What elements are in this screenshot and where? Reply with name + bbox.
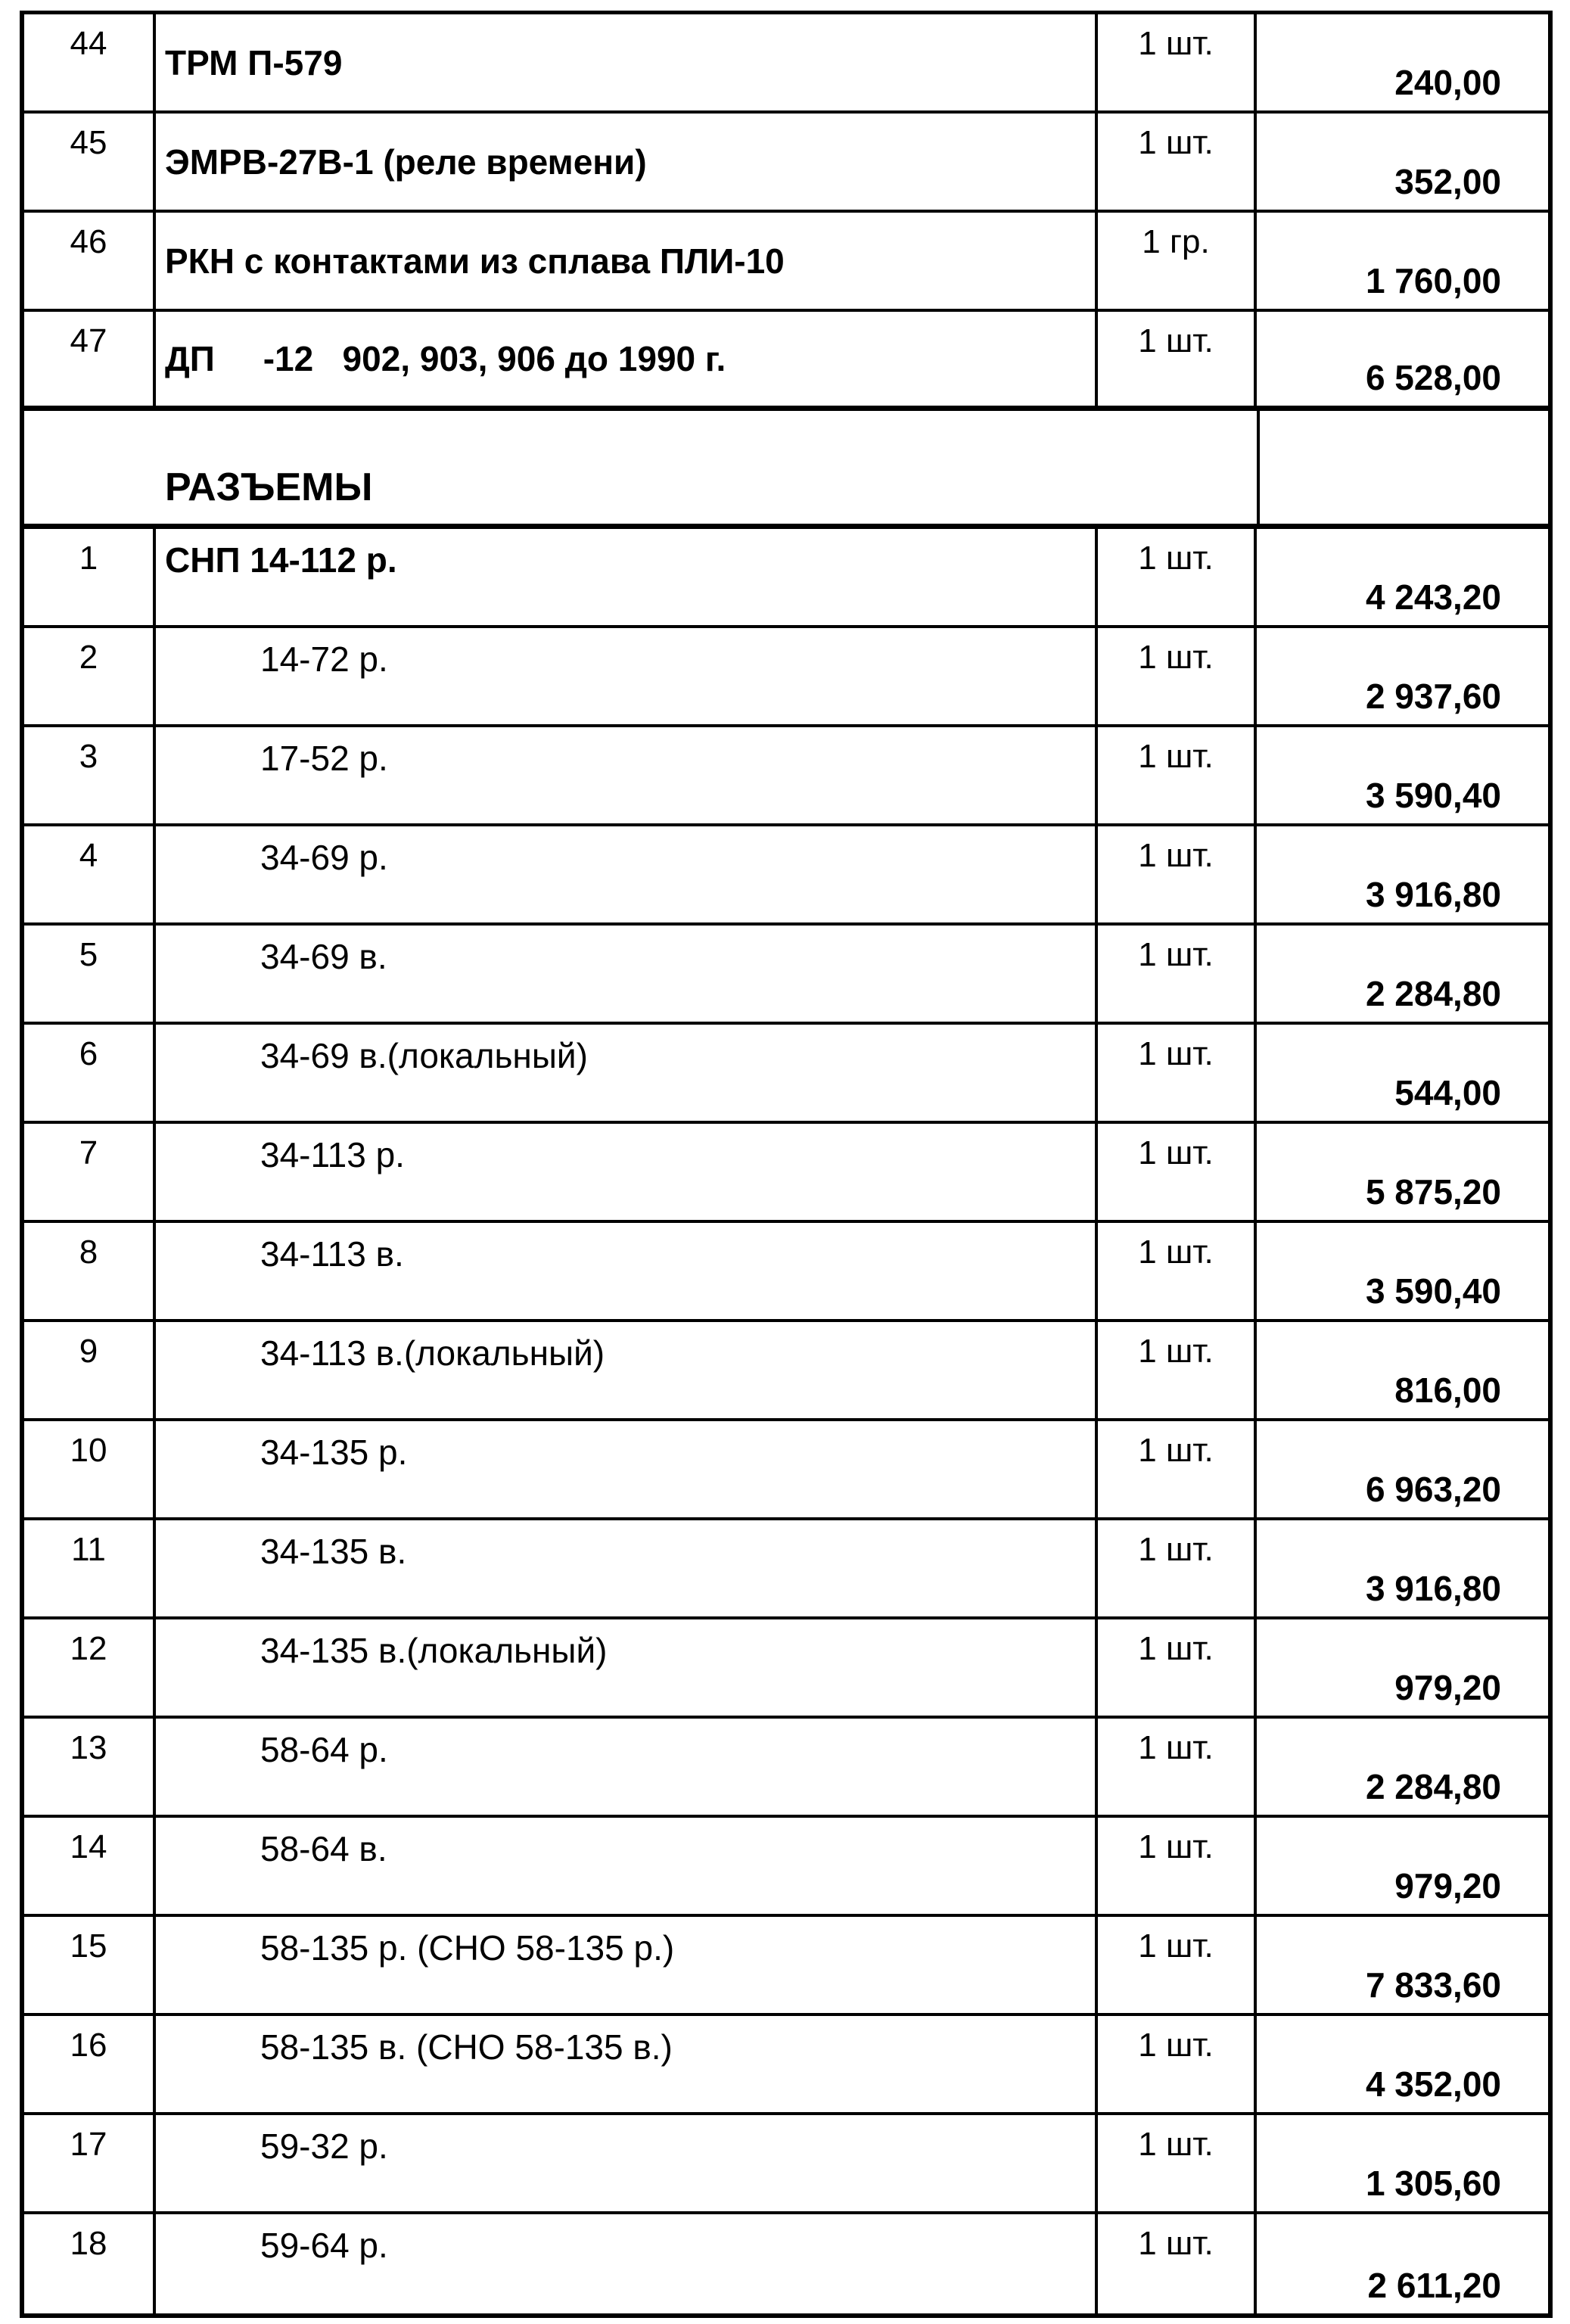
item-price: 6 528,00 xyxy=(1365,358,1501,397)
table-row xyxy=(24,1421,1548,1520)
item-name-text: 34-113 р. xyxy=(260,1135,405,1174)
item-name xyxy=(156,1818,1098,1914)
item-price: 6 963,20 xyxy=(1365,1470,1501,1509)
item-price: 2 284,80 xyxy=(1365,974,1501,1013)
row-number: 14 xyxy=(24,1818,156,1914)
item-name xyxy=(156,826,1098,922)
item-name-text: 34-135 в.(локальный) xyxy=(260,1631,608,1670)
table-row xyxy=(24,926,1548,1025)
item-name-text: 58-135 в. (СНО 58-135 в.) xyxy=(260,2027,673,2067)
item-name xyxy=(156,926,1098,1022)
section-spacer xyxy=(24,411,156,524)
item-price: 240,00 xyxy=(1394,63,1501,102)
section-title: РАЗЪЕМЫ xyxy=(156,411,1260,524)
item-price: 7 833,60 xyxy=(1365,1965,1501,2005)
table-row xyxy=(24,1520,1548,1619)
row-number: 2 xyxy=(24,628,156,724)
row-number: 12 xyxy=(24,1619,156,1716)
item-name-text: 34-113 в. xyxy=(260,1234,404,1274)
item-name xyxy=(156,2016,1098,2112)
row-number: 4 xyxy=(24,826,156,922)
table-row xyxy=(24,2016,1548,2115)
item-price: 2 611,20 xyxy=(1367,2266,1501,2305)
item-price: 5 875,20 xyxy=(1365,1172,1501,1212)
item-name-text: 34-69 в.(локальный) xyxy=(260,1036,588,1075)
row-number: 7 xyxy=(24,1124,156,1220)
item-price: 979,20 xyxy=(1394,1866,1501,1906)
row-number: 1 xyxy=(24,529,156,625)
row-number: 15 xyxy=(24,1917,156,2013)
table-row xyxy=(24,826,1548,926)
item-unit: 1 шт. xyxy=(1098,1223,1257,1319)
item-unit: 1 шт. xyxy=(1098,2115,1257,2211)
item-price: 3 590,40 xyxy=(1365,776,1501,815)
item-unit: 1 шт. xyxy=(1098,1322,1257,1418)
item-price: 544,00 xyxy=(1394,1073,1501,1112)
item-unit: 1 шт. xyxy=(1098,14,1257,110)
row-number: 5 xyxy=(24,926,156,1022)
item-unit: 1 шт. xyxy=(1098,826,1257,922)
item-unit: 1 гр. xyxy=(1098,213,1257,309)
section-price-cell xyxy=(1260,411,1548,524)
item-unit: 1 шт. xyxy=(1098,1818,1257,1914)
item-price: 3 916,80 xyxy=(1365,875,1501,914)
item-name-text: 58-135 р. (СНО 58-135 р.) xyxy=(260,1928,675,1968)
item-name-text: ДП -12 902, 903, 906 до 1990 г. xyxy=(165,339,726,378)
item-unit: 1 шт. xyxy=(1098,1719,1257,1815)
item-name: ТРМ П-579 xyxy=(156,14,1098,110)
table-row xyxy=(24,1124,1548,1223)
item-name-text: 58-64 в. xyxy=(260,1829,387,1868)
item-unit: 1 шт. xyxy=(1098,114,1257,210)
table-row xyxy=(24,2115,1548,2214)
table-row xyxy=(24,1818,1548,1917)
item-unit: 1 шт. xyxy=(1098,926,1257,1022)
item-unit: 1 шт. xyxy=(1098,1025,1257,1121)
item-unit: 1 шт. xyxy=(1098,312,1257,406)
item-price: 4 243,20 xyxy=(1365,577,1501,617)
row-number: 18 xyxy=(24,2214,156,2313)
table-row xyxy=(24,529,1548,628)
item-name-text: 14-72 р. xyxy=(260,639,388,679)
row-number: 9 xyxy=(24,1322,156,1418)
row-number: 47 xyxy=(24,312,156,406)
item-name xyxy=(156,1917,1098,2013)
table-row xyxy=(24,1025,1548,1124)
item-price: 352,00 xyxy=(1394,162,1501,201)
item-name xyxy=(156,2115,1098,2211)
table-row xyxy=(24,1619,1548,1719)
row-number: 6 xyxy=(24,1025,156,1121)
row-number: 44 xyxy=(24,14,156,110)
item-name-text: 17-52 р. xyxy=(260,739,388,778)
item-name xyxy=(156,1322,1098,1418)
item-name xyxy=(156,1520,1098,1616)
section-header-row xyxy=(24,411,1548,529)
table-row xyxy=(24,1322,1548,1421)
item-price: 816,00 xyxy=(1394,1370,1501,1410)
item-name-text: 34-69 р. xyxy=(260,838,388,877)
item-name-text: 34-135 в. xyxy=(260,1532,407,1571)
row-number: 3 xyxy=(24,727,156,823)
item-unit: 1 шт. xyxy=(1098,1619,1257,1716)
item-price: 1 760,00 xyxy=(1365,261,1501,300)
item-unit: 1 шт. xyxy=(1098,1124,1257,1220)
item-name-text: 34-113 в.(локальный) xyxy=(260,1333,605,1373)
item-price: 3 590,40 xyxy=(1365,1271,1501,1311)
item-name xyxy=(156,1719,1098,1815)
table-row xyxy=(24,1223,1548,1322)
item-unit: 1 шт. xyxy=(1098,1421,1257,1517)
table-row xyxy=(24,1719,1548,1818)
item-price: 3 916,80 xyxy=(1365,1569,1501,1608)
item-unit: 1 шт. xyxy=(1098,1917,1257,2013)
item-name: ЭМРВ-27В-1 (реле времени) xyxy=(156,114,1098,210)
item-price: 2 284,80 xyxy=(1365,1767,1501,1806)
row-number: 11 xyxy=(24,1520,156,1616)
item-name-text: 34-135 р. xyxy=(260,1433,408,1472)
item-unit: 1 шт. xyxy=(1098,2214,1257,2313)
table-row xyxy=(24,727,1548,826)
table-row xyxy=(24,2214,1548,2313)
row-number: 13 xyxy=(24,1719,156,1815)
item-name xyxy=(156,1025,1098,1121)
table-row xyxy=(24,628,1548,727)
table-row xyxy=(24,114,1548,213)
price-table xyxy=(20,11,1553,2318)
item-price: 4 352,00 xyxy=(1365,2064,1501,2104)
item-price: 1 305,60 xyxy=(1365,2164,1501,2203)
table-row xyxy=(24,213,1548,312)
item-name xyxy=(156,1124,1098,1220)
item-name xyxy=(156,1619,1098,1716)
item-name xyxy=(156,312,1098,406)
table-row xyxy=(24,312,1548,411)
item-name-text: 59-32 р. xyxy=(260,2126,388,2166)
item-name xyxy=(156,727,1098,823)
item-unit: 1 шт. xyxy=(1098,529,1257,625)
row-number: 16 xyxy=(24,2016,156,2112)
item-unit: 1 шт. xyxy=(1098,727,1257,823)
item-name-text: 58-64 р. xyxy=(260,1730,388,1769)
item-name xyxy=(156,1421,1098,1517)
item-price: 979,20 xyxy=(1394,1668,1501,1707)
row-number: 45 xyxy=(24,114,156,210)
row-number: 10 xyxy=(24,1421,156,1517)
item-unit: 1 шт. xyxy=(1098,2016,1257,2112)
item-name: РКН с контактами из сплава ПЛИ-10 xyxy=(156,213,1098,309)
item-price: 2 937,60 xyxy=(1365,677,1501,716)
table-row xyxy=(24,14,1548,114)
row-number: 46 xyxy=(24,213,156,309)
row-number: 17 xyxy=(24,2115,156,2211)
item-name xyxy=(156,1223,1098,1319)
item-unit: 1 шт. xyxy=(1098,628,1257,724)
row-number: 8 xyxy=(24,1223,156,1319)
item-name-text: 34-69 в. xyxy=(260,937,387,976)
item-name: СНП 14-112 р. xyxy=(156,529,1098,625)
item-name xyxy=(156,2214,1098,2313)
item-unit: 1 шт. xyxy=(1098,1520,1257,1616)
table-row xyxy=(24,1917,1548,2016)
item-name xyxy=(156,628,1098,724)
item-name-text: 59-64 р. xyxy=(260,2226,388,2265)
